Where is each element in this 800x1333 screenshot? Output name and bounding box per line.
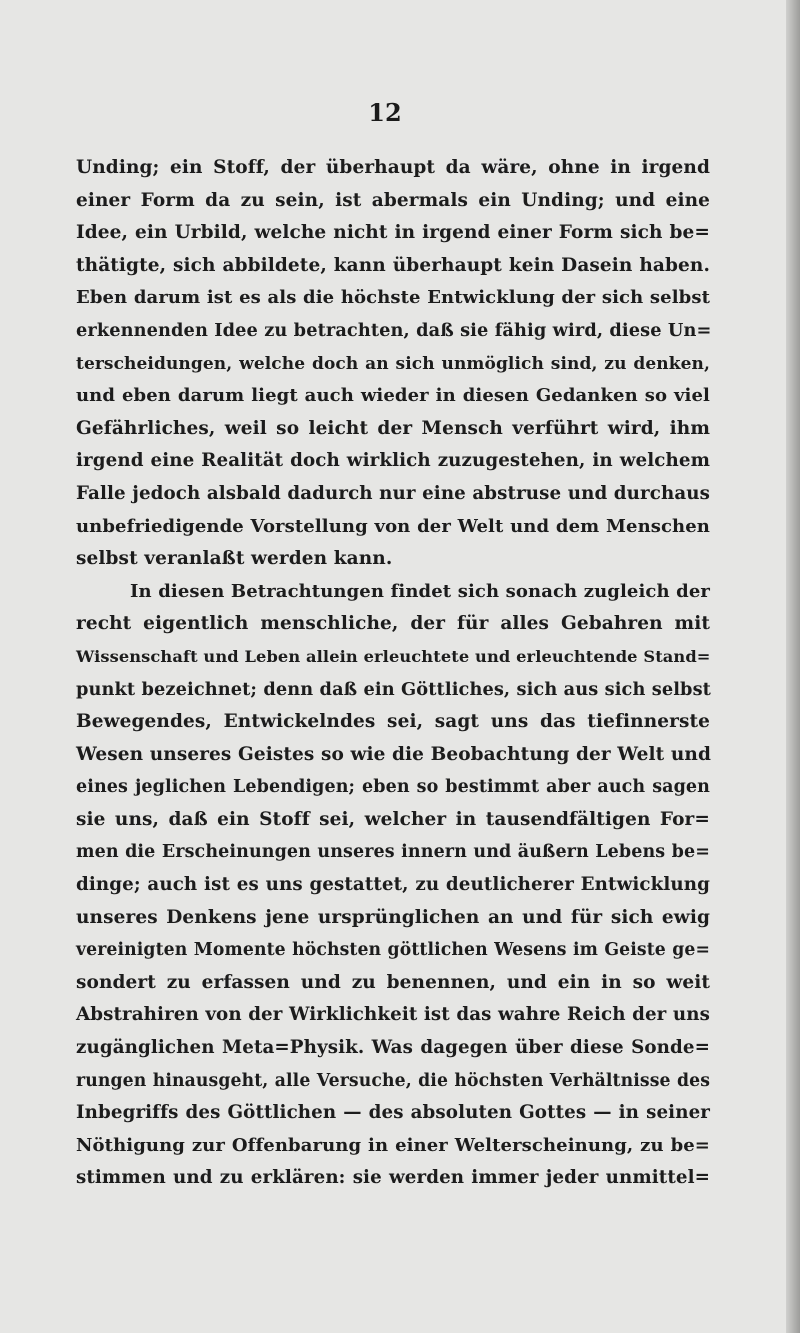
text-line: unbefriedigende Vorstellung von der Welt und dem Menschen [76, 515, 710, 537]
text-line: Bewegendes, Entwickelndes sei, sagt uns das tiefinnerste [76, 711, 710, 733]
paragraph-end-line: selbst veranlaßt werden kann. [76, 548, 393, 570]
text-line: recht eigentlich menschliche, der für alles Gebahren mit [76, 613, 710, 635]
text-line: vereinigten Momente höchsten göttlichen Wesens im Geiste ge= [76, 940, 710, 961]
text-line: unseres Denkens jene ursprünglichen an und für sich ewig [76, 906, 710, 928]
text-line: irgend eine Realität doch wirklich zuzugestehen, in welchem [76, 450, 710, 472]
text-line: thätigte, sich abbildete, kann überhaupt kein Dasein haben. [76, 254, 710, 276]
text-line: Wesen unseres Geistes so wie die Beobachtung der Welt und [76, 743, 711, 765]
text-line: Inbegriffs des Göttlichen — des absoluten Gottes — in seiner [76, 1102, 710, 1124]
text-line: eines jeglichen Lebendigen; eben so bestimmt aber auch sagen [76, 777, 710, 798]
body-text [76, 152, 710, 1195]
text-line: Eben darum ist es als die höchste Entwicklung der sich selbst [76, 287, 710, 309]
text-line: einer Form da zu sein, ist abermals ein Unding; und eine [76, 189, 710, 211]
text-line: Gefährliches, weil so leicht der Mensch verführt wird, ihm [76, 417, 710, 439]
text-line: und eben darum liegt auch wieder in diesen Gedanken so viel [76, 385, 710, 407]
text-line: Wissenschaft und Leben allein erleuchtete und erleuchtende Stand= [76, 646, 711, 666]
text-line: Falle jedoch alsbald dadurch nur eine abstruse und durchaus [76, 482, 710, 504]
text-line: zugänglichen Meta=Physik. Was dagegen über diese Sonde= [76, 1037, 710, 1059]
text-line: erkennenden Idee zu betrachten, daß sie fähig wird, diese Un= [76, 319, 712, 341]
text-line: Nöthigung zur Offenbarung in einer Welterscheinung, zu be= [76, 1134, 710, 1156]
text-line: terscheidungen, welche doch an sich unmöglich sind, zu denken, [76, 353, 710, 374]
text-line: punkt bezeichnet; denn daß ein Göttliches, sich aus sich selbst [76, 678, 711, 700]
paragraph-start-line: In diesen Betrachtungen findet sich sonach zugleich der [130, 580, 710, 602]
page-number: 12 [368, 98, 402, 127]
text-line: Unding; ein Stoff, der überhaupt da wäre, ohne in irgend [76, 157, 710, 178]
text-line: men die Erscheinungen unseres innern und äußern Lebens be= [76, 842, 710, 863]
text-line: Abstrahiren von der Wirklichkeit ist das wahre Reich der uns [76, 1004, 710, 1026]
page-edge [786, 0, 800, 1333]
text-line: stimmen und zu erklären: sie werden immer jeder unmittel= [76, 1167, 710, 1189]
text-line: sie uns, daß ein Stoff sei, welcher in tausendfältigen For= [76, 808, 710, 830]
text-line: dinge; auch ist es uns gestattet, zu deutlicherer Entwicklung [76, 874, 710, 896]
text-line: Idee, ein Urbild, welche nicht in irgend einer Form sich be= [76, 222, 710, 244]
text-line: rungen hinausgeht, alle Versuche, die höchsten Verhältnisse des [76, 1070, 710, 1091]
text-line: sondert zu erfassen und zu benennen, und ein in so weit [76, 971, 710, 993]
